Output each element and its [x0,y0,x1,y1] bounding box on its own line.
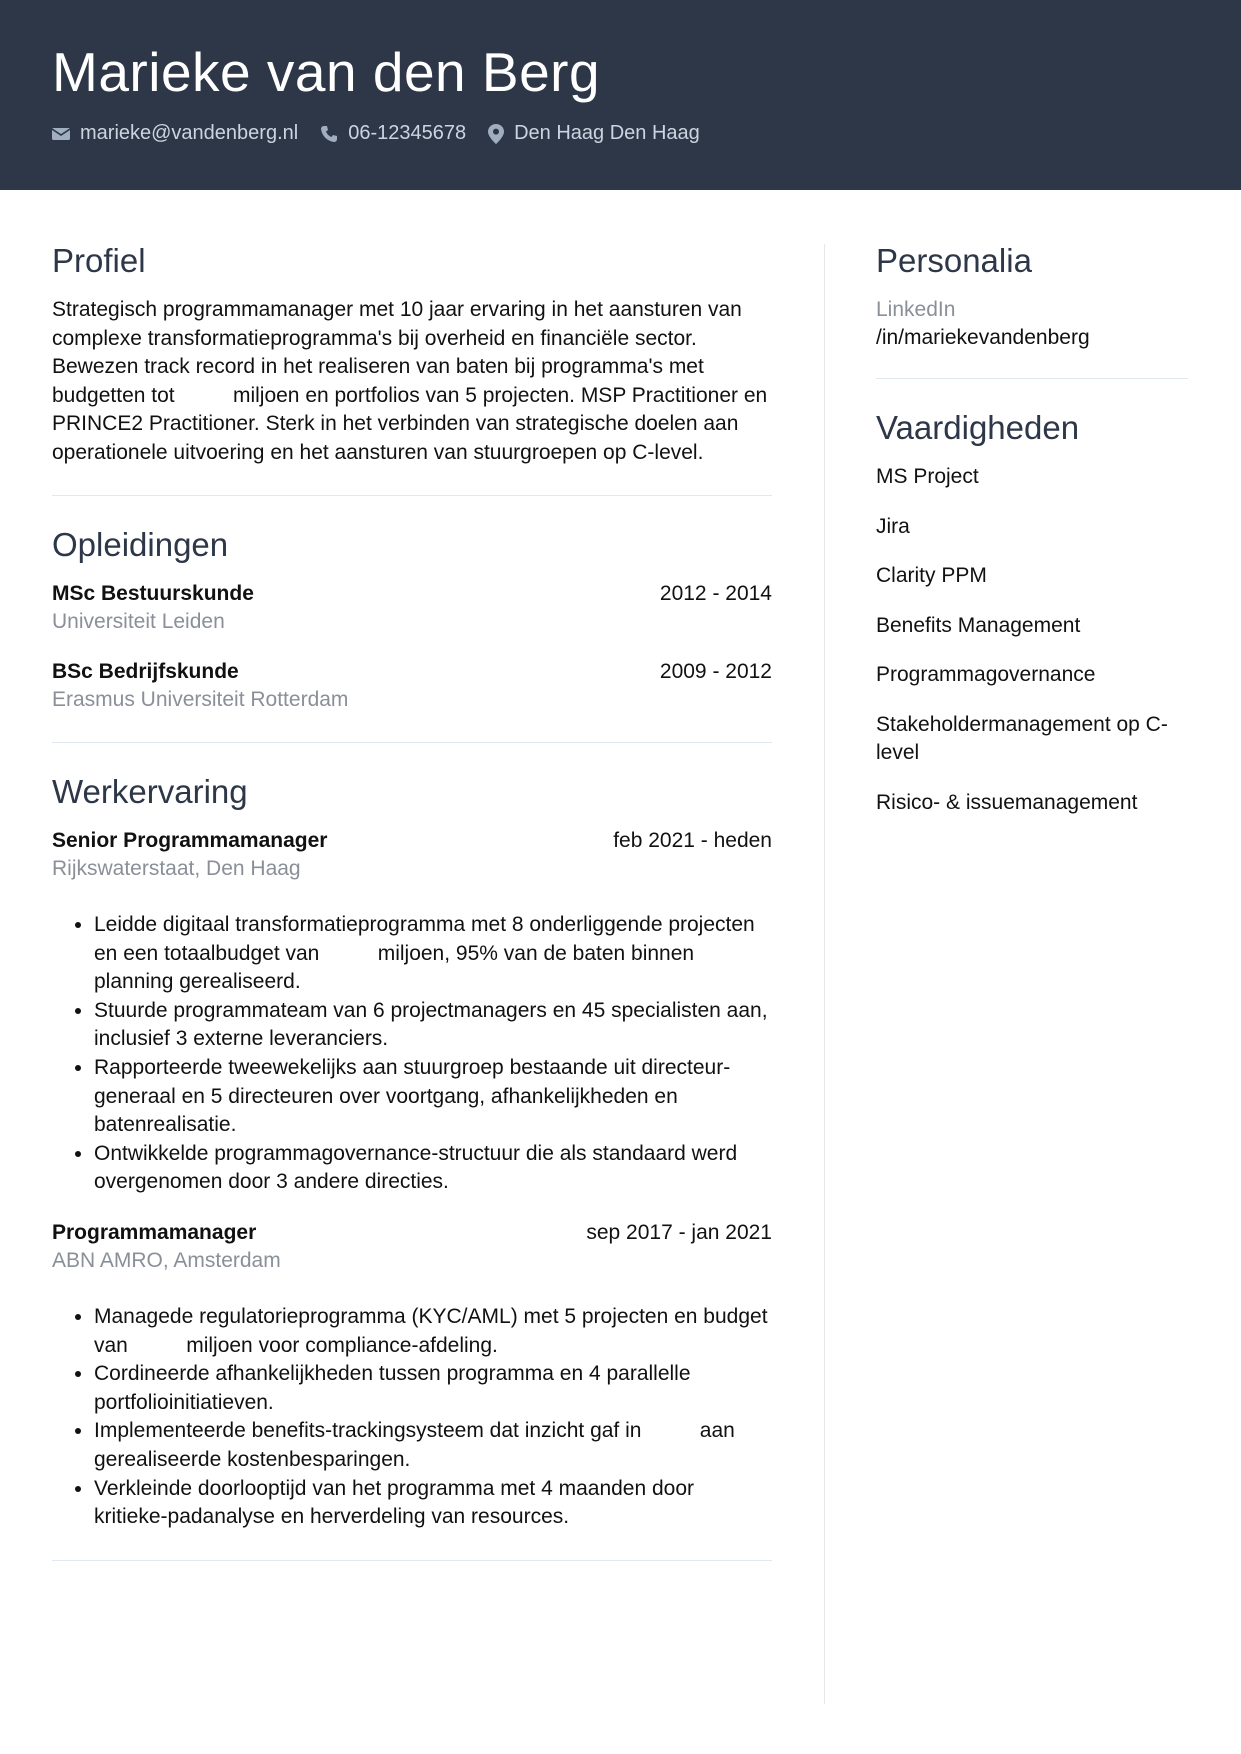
section-divider [52,1560,772,1561]
skills-section [876,405,1188,817]
degree-title: MSc Bestuurskunde [52,582,254,605]
skill-item: Jira [876,514,910,538]
job-bullet: • Ontwikkelde programmagovernance-structuur die als standaard werd overgenomen door 3 andere directies. [94,1140,772,1197]
degree-dates: 2009 - 2012 [659,660,772,683]
skill-item: Programmagovernance [876,663,1096,686]
job-bullets [52,1303,772,1532]
section-title-education: Opleidingen [52,526,229,563]
linkedin-link[interactable]: /in/mariekevandenberg [876,326,1090,349]
skill-item: Stakeholdermanagement op C-level [876,712,1168,764]
section-divider [52,495,772,496]
main-column [52,238,772,1561]
job-bullet: • Verkleinde doorlooptijd van het programma met 4 maanden door kritieke-padanalyse en herverdeling van resources. [94,1475,772,1532]
section-title-skills: Vaardigheden [876,409,1080,446]
section-title-experience: Werkervaring [52,773,248,810]
phone-text: 06-12345678 [348,122,467,144]
location-text: Den Haag Den Haag [514,122,700,144]
experience-section [52,769,772,1532]
linkedin-label: LinkedIn [876,298,956,321]
education-entry [52,580,772,636]
job-entry [52,827,772,1197]
section-divider [52,742,772,743]
job-entry [52,1219,772,1532]
email-text: marieke@vandenberg.nl [80,122,299,144]
job-role: Senior Programmamanager [52,829,328,852]
skill-item: MS Project [876,465,979,488]
job-company: Rijkswaterstaat, Den Haag [52,857,301,880]
header-banner [0,0,1241,190]
job-bullet: • Leidde digitaal transformatieprogramma met 8 onderliggende projecten en een totaalbudget van miljoen, 95% van de baten binnen planning gerealiseerd. [94,911,772,997]
contact-phone[interactable] [320,122,466,145]
profile-section [52,238,772,467]
side-column [876,238,1188,838]
degree-title: BSc Bedrijfskunde [52,660,239,683]
degree-dates: 2012 - 2014 [659,582,772,605]
job-role: Programmamanager [52,1220,257,1244]
job-bullet: • Managede regulatorieprogramma (KYC/AML) met 5 projecten en budget van miljoen voor compliance-afdeling. [94,1303,772,1360]
job-company: ABN AMRO, Amsterdam [52,1248,281,1272]
envelope-icon [52,127,70,141]
section-title-personal: Personalia [876,242,1032,279]
skills-list [876,463,1188,817]
contact-location [488,122,700,145]
skill-item: Clarity PPM [876,564,987,587]
skill-item: Benefits Management [876,613,1081,637]
map-pin-icon [488,124,504,144]
contact-row [52,122,722,145]
profile-text: Strategisch programmamanager met 10 jaar ervaring in het aansturen van complexe transformatieprogramma's bij overheid en financiële sector. Bewezen track record in het realiseren van baten bij programma's met budgetten tot miljoen en portfolios van 5 projecten. MSP Practitioner en PRINCE2 Practitioner. Sterk in het verbinden van strategische doelen aan operationele uitvoering en het aansturen van stuurgroepen op C-level. [52,298,774,464]
job-bullet: • Stuurde programmateam van 6 projectmanagers en 45 specialisten aan, inclusief 3 externe leveranciers. [94,997,772,1054]
job-dates: feb 2021 - heden [613,829,772,852]
contact-email[interactable] [52,122,298,145]
phone-icon [320,125,338,143]
section-title-profile: Profiel [52,242,146,279]
job-bullets [52,911,772,1197]
school-name: Erasmus Universiteit Rotterdam [52,688,349,711]
job-bullet: • Cordineerde afhankelijkheden tussen programma en 4 parallelle portfolioinitiatieven. [94,1360,772,1417]
job-bullet: • Rapporteerde tweewekelijks aan stuurgroep bestaande uit directeur-generaal en 5 directeuren over voortgang, afhankelijkheden en batenrealisatie. [94,1054,772,1140]
section-divider [876,378,1188,379]
job-bullet: • Implementeerde benefits-trackingsysteem dat inzicht gaf in aan gerealiseerde kostenbesparingen. [94,1417,772,1474]
candidate-name: Marieke van den Berg [52,41,601,103]
education-entry [52,658,772,714]
skill-item: Risico- & issuemanagement [876,790,1138,814]
personal-section [876,238,1188,352]
column-divider [824,244,825,1704]
job-dates: sep 2017 - jan 2021 [586,1220,772,1244]
education-section [52,522,772,714]
school-name: Universiteit Leiden [52,610,225,633]
